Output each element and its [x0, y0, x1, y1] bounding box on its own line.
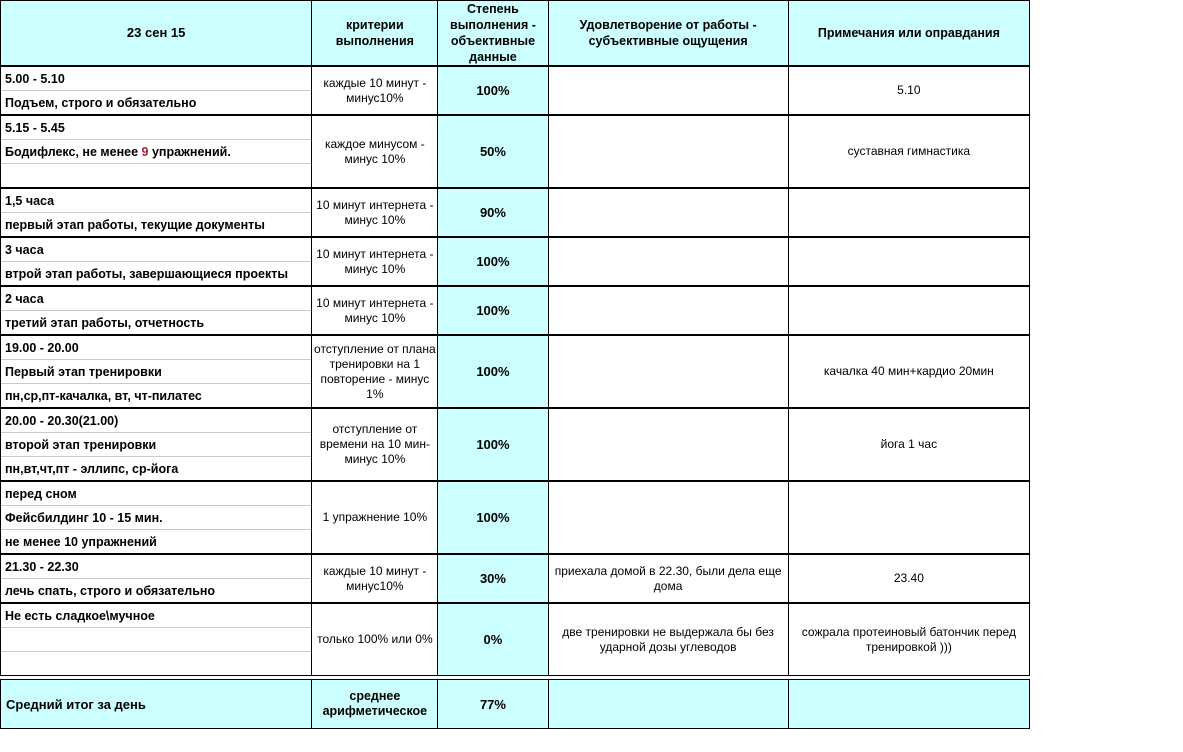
criteria-cell: только 100% или 0%	[312, 603, 438, 676]
note-cell: 23.40	[788, 554, 1029, 603]
satisfaction-cell: две тренировки не выдержала бы без ударной дозы углеводов	[548, 603, 788, 676]
note-cell	[788, 237, 1029, 286]
table-row	[1, 603, 1030, 676]
task-line: третий этап работы, отчетность	[5, 316, 205, 330]
task-cell	[1, 66, 312, 115]
header-date: 23 сен 15	[1, 1, 312, 67]
task-line	[1, 628, 311, 652]
header-criteria: критерии выполнения	[312, 1, 438, 67]
task-line: второй этап тренировки	[1, 433, 311, 457]
task-cell	[1, 115, 312, 188]
satisfaction-cell	[548, 66, 788, 115]
criteria-cell: каждое минусом - минус 10%	[312, 115, 438, 188]
task-line: перед сном	[1, 482, 311, 506]
table-row	[1, 335, 1030, 408]
task-line	[1, 652, 311, 675]
task-line: лечь спать, строго и обязательно	[5, 584, 216, 598]
task-line: Подъем, строго и обязательно	[5, 96, 197, 110]
task-line: пн,вт,чт,пт - эллипс, ср-йога	[5, 462, 179, 476]
task-line: Фейсбилдинг 10 - 15 мин.	[1, 506, 311, 530]
table-row	[1, 115, 1030, 188]
table-row	[1, 408, 1030, 481]
task-line: Не есть сладкое\мучное	[1, 604, 311, 628]
degree-cell: 100%	[438, 286, 548, 335]
note-cell	[788, 188, 1029, 237]
criteria-cell: каждые 10 минут - минус10%	[312, 66, 438, 115]
task-line	[1, 164, 311, 187]
note-cell: 5.10	[788, 66, 1029, 115]
satisfaction-cell	[548, 286, 788, 335]
note-cell	[788, 481, 1029, 554]
task-cell	[1, 603, 312, 676]
note-cell: йога 1 час	[788, 408, 1029, 481]
degree-cell: 100%	[438, 237, 548, 286]
summary-criteria: среднее арифметическое	[312, 680, 438, 729]
degree-cell: 30%	[438, 554, 548, 603]
task-line: 1,5 часа	[1, 189, 311, 213]
summary-satisfaction	[548, 680, 788, 729]
task-line: первый этап работы, текущие документы	[5, 218, 265, 232]
satisfaction-cell	[548, 408, 788, 481]
degree-cell: 90%	[438, 188, 548, 237]
task-cell	[1, 286, 312, 335]
task-line: Первый этап тренировки	[1, 360, 311, 384]
satisfaction-cell: приехала домой в 22.30, были дела еще дома	[548, 554, 788, 603]
note-cell	[788, 286, 1029, 335]
table-row	[1, 554, 1030, 603]
note-cell: качалка 40 мин+кардио 20мин	[788, 335, 1029, 408]
task-cell	[1, 335, 312, 408]
degree-cell: 100%	[438, 66, 548, 115]
table-row	[1, 237, 1030, 286]
table-row	[1, 66, 1030, 115]
task-line: Бодифлекс, не менее 9 упражнений.	[1, 140, 311, 164]
satisfaction-cell	[548, 481, 788, 554]
header-notes: Примечания или оправдания	[788, 1, 1029, 67]
table-row	[1, 481, 1030, 554]
satisfaction-cell	[548, 115, 788, 188]
satisfaction-cell	[548, 237, 788, 286]
summary-degree: 77%	[438, 680, 548, 729]
task-line: 2 часа	[1, 287, 311, 311]
task-line: втрой этап работы, завершающиеся проекты	[5, 267, 288, 281]
task-line: пн,ср,пт-качалка, вт, чт-пилатес	[5, 389, 202, 403]
criteria-cell: 10 минут интернета - минус 10%	[312, 237, 438, 286]
header-degree: Степень выполнения - объективные данные	[438, 1, 548, 67]
summary-row	[1, 680, 1030, 729]
degree-cell: 100%	[438, 481, 548, 554]
task-cell	[1, 188, 312, 237]
satisfaction-cell	[548, 335, 788, 408]
table-row	[1, 286, 1030, 335]
degree-cell: 0%	[438, 603, 548, 676]
table-row	[1, 188, 1030, 237]
criteria-cell: 10 минут интернета - минус 10%	[312, 188, 438, 237]
summary-task-label: Средний итог за день	[1, 680, 312, 729]
task-line: 3 часа	[1, 238, 311, 262]
task-line: 21.30 - 22.30	[1, 555, 311, 579]
task-cell	[1, 554, 312, 603]
task-line: 20.00 - 20.30(21.00)	[1, 409, 311, 433]
note-cell: суставная гимнастика	[788, 115, 1029, 188]
task-cell	[1, 408, 312, 481]
criteria-cell: каждые 10 минут - минус10%	[312, 554, 438, 603]
note-cell: сожрала протеиновый батончик перед тренировкой )))	[788, 603, 1029, 676]
task-cell	[1, 237, 312, 286]
degree-cell: 100%	[438, 335, 548, 408]
header-satisfaction: Удовлетворение от работы - субъективные ощущения	[548, 1, 788, 67]
task-line: 5.15 - 5.45	[1, 116, 311, 140]
degree-cell: 100%	[438, 408, 548, 481]
criteria-cell: отступление от времени на 10 мин- минус 10%	[312, 408, 438, 481]
criteria-cell: 10 минут интернета - минус 10%	[312, 286, 438, 335]
criteria-cell: 1 упражнение 10%	[312, 481, 438, 554]
summary-note	[788, 680, 1029, 729]
highlight-count: 9	[141, 145, 149, 159]
task-line: 19.00 - 20.00	[1, 336, 311, 360]
table-header-row	[1, 1, 1030, 67]
criteria-cell: отступление от плана тренировки на 1 повторение - минус 1%	[312, 335, 438, 408]
task-line: 5.00 - 5.10	[1, 67, 311, 91]
task-cell	[1, 481, 312, 554]
task-line: не менее 10 упражнений	[5, 535, 157, 549]
degree-cell: 50%	[438, 115, 548, 188]
satisfaction-cell	[548, 188, 788, 237]
